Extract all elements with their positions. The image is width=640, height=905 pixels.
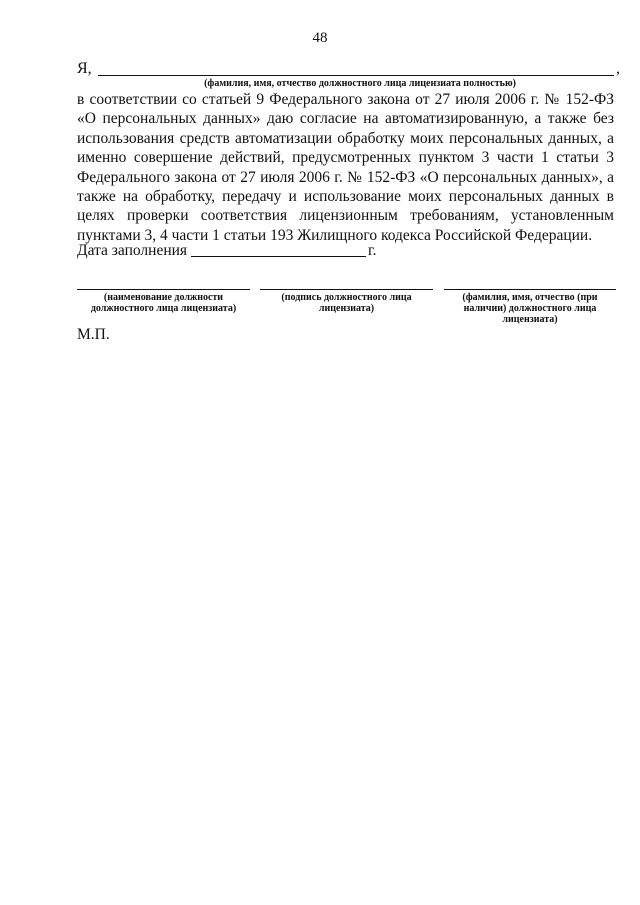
page-number: 48	[312, 30, 328, 46]
signature-caption: (фамилия, имя, отчество (при наличии) должностного лица лицензиата)	[462, 292, 598, 325]
signature-block-position	[77, 289, 250, 314]
signature-caption: (наименование должности должностного лица лицензиата)	[90, 292, 237, 314]
name-line	[77, 60, 620, 78]
name-caption: (фамилия, имя, отчество должностного лица лицензиата полностью)	[204, 78, 516, 89]
date-suffix: г.	[368, 242, 377, 259]
stamp-label: М.П.	[77, 326, 110, 343]
signature-caption: (подпись должностного лица лицензиата)	[281, 292, 412, 314]
name-suffix: ,	[616, 60, 620, 77]
date-label: Дата заполнения	[77, 242, 188, 259]
signature-block-sign	[260, 289, 433, 314]
date-blank-field[interactable]	[191, 242, 366, 257]
date-row	[77, 242, 377, 260]
name-blank-field[interactable]	[98, 61, 614, 76]
name-prefix: Я,	[77, 60, 92, 77]
consent-text: в соответствии со статьей 9 Федерального закона от 27 июля 2006 г. № 152-ФЗ «О персональных данных» даю согласие на автоматизированную, а также без использования средств автоматизации обработку моих персональных данных, а именно совершение действий, предусмотренных пунктом 3 части 1 статьи 3 Федерального закона от 27 июля 2006 г. № 152-ФЗ «О персональных данных», а также на обработку, передачу и использование моих персональных данных в целях проверки соответствия лицензионным требованиям, установленным пунктами 3, 4 части 1 статьи 193 Жилищного кодекса Российской Федерации.	[77, 91, 614, 244]
signature-block-name	[444, 289, 616, 325]
